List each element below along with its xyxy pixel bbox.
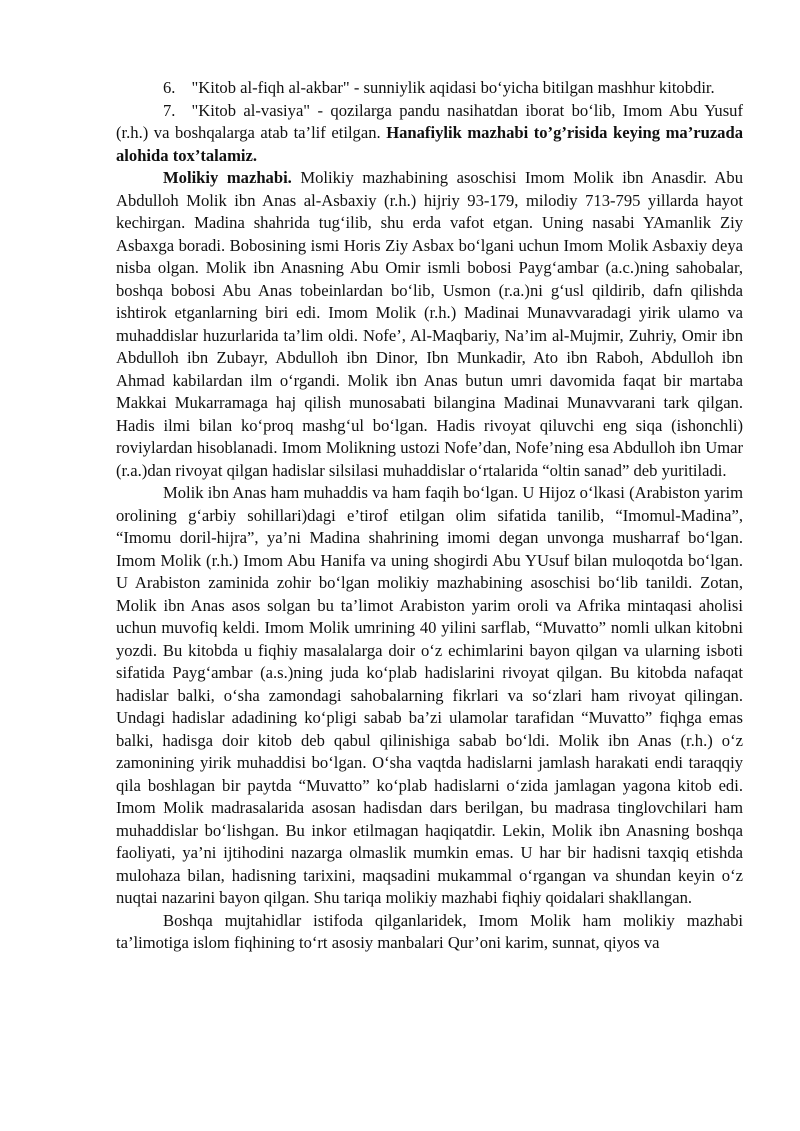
paragraph-text: Molikiy mazhabining asoschisi Imom Molik ibn Anasdir. Abu Abdulloh Molik ibn Anas al-Asbaxiy (r.h.) hijriy 93-179, milodiy 713-795 yillarda hayot kechirgan. Madina shahrida tug‘ilib, shu erda vafot etgan. Uning nasabi YAmanlik Ziy Asbaxga boradi. Bobosining ismi Horis Ziy Asbax bo‘lgani uchun Imom Molik Asbaxiy deya nisba olgan. Molik ibn Anasning Abu Omir ismli bobosi Payg‘ambar (a.c.)ning sahobalar, boshqa bobosi Abu Anas tobeinlardan bo‘lib, Usmon (r.a.)ni g‘usl qildirib, dafn qilishda ishtirok etganlarning biri edi. Imom Molik (r.h.) Madinai Munavvaradagi yirik ulamo va muhaddislar huzurlarida ta’lim oldi. Nofe’, Al-Maqbariy, Na’im al-Mujmir, Zuhriy, Omir ibn Abdulloh ibn Zubayr, Abdulloh ibn Dinor, Ibn Munkadir, Ato ibn Raboh, Abdulloh ibn Ahmad kabilardan ilm o‘rgandi. Molik ibn Anas butun umri davomida faqat bir martaba Makkai Mukarramaga haj qilish munosabati bilangina Madinai Munavvarani tark qilgan. Hadis ilmi bilan ko‘proq mashg‘ul bo‘lgan. Hadis rivoyat qiluvchi eng siqa (ishonchli) roviylardan hisoblanadi. Imom Molikning ustozi Nofe’dan, Nofe’ning esa Abdulloh ibn Umar (r.a.)dan rivoyat qilgan hadislar silsilasi muhaddislar o‘rtalarida “oltin sanad” deb yuritiladi.	[116, 168, 744, 480]
list-item-6	[116, 77, 743, 100]
list-item-number: 7.	[163, 100, 176, 120]
list-item-text: "Kitob al-fiqh al-akbar" - sunniylik aqidasi bo‘yicha bitilgan mashhur kitobdir.	[191, 78, 715, 97]
paragraph-malik-muhaddis	[116, 482, 743, 910]
list-item-text: "Kitob al-vasiya" - qozilarga pandu nasihatdan iborat bo‘lib, Imom Abu Yusuf (r.h.) va boshqalarga atab ta’lif etilgan.	[116, 100, 743, 142]
paragraph-text: Boshqa mujtahidlar istifoda qilganlaridek, Imom Molik ham molikiy mazhabi ta’limotiga islom fiqhining to‘rt asosiy manbalari Qur’oni karim, sunnat, qiyos va	[116, 910, 743, 952]
section-heading-inline: Molikiy mazhabi.	[163, 168, 292, 187]
list-item-bold-note: Hanafiylik mazhabi to’g’risida keying ma’ruzada alohida tox’talamiz.	[116, 123, 744, 165]
list-item-7	[116, 100, 743, 168]
paragraph-maliki-intro	[116, 167, 743, 482]
paragraph-other-mujtahids	[116, 910, 743, 955]
paragraph-text: Molik ibn Anas ham muhaddis va ham faqih bo‘lgan. U Hijoz o‘lkasi (Arabiston yarim orolining g‘arbiy sohillari)dagi e’tirof etilgan olim sifatida tanilib, “Imomul-Madina”, “Imomu doril-hijra”, ya’ni Madina shahrining imomi degan unvonga musharraf bo‘lgan. Imom Molik (r.h.) Imom Abu Hanifa va uning shogirdi Abu YUsuf bilan muloqotda bo‘lgan. U Arabiston zaminida zohir bo‘lgan molikiy mazhabining asoschisi bo‘lib tanildi. Zotan, Molik ibn Anas asos solgan bu ta’limot Arabiston yarim oroli va Afrika mintaqasi aholisi uchun muvofiq keldi. Imom Molik umrining 40 yilini sarflab, “Muvatto” nomli ulkan kitobni yozdi. Bu kitobda u fiqhiy masalalarga doir o‘z echimlarini bayon qilgan va ularning isboti sifatida Payg‘ambar (a.s.)ning juda ko‘plab hadislarini rivoyat qilgan. Bu kitobda nafaqat hadislar balki, o‘sha zamondagi sahobalarning fikrlari va so‘zlari ham rivoyat qilingan. Undagi hadislar adadining ko‘pligi sabab ba’zi ulamolar tarafidan “Muvatto” fiqhga emas balki, hadisga doir kitob deb qabul qilinishiga sabab bo‘ldi. Molik ibn Anas (r.h.) o‘z zamonining yirik muhaddisi bo‘lgan. O‘sha vaqtda hadislarni jamlash harakati endi taraqqiy qila boshlagan bir paytda “Muvatto” ko‘plab hadislarni o‘zida jamlagan yagona kitob edi. Imom Molik madrasalarida asosan hadisdan dars berilgan, bu madrasa tinglovchilari ham muhaddislar bo‘lishgan. Bu inkor etilmagan haqiqatdir. Lekin, Molik ibn Anasning boshqa faoliyati, ya’ni ijtihodini nazarga olmaslik mumkin emas. U har bir hadisni taxqiq etishda mulohaza bilan, hadisning tarixini, maqsadini mukammal o‘rgangan va shundan keyin o‘z nuqtai nazarini bayon qilgan. Shu tariqa molikiy mazhabi fiqhiy qoidalari shakllangan.	[116, 483, 743, 907]
list-item-number: 6.	[163, 78, 176, 97]
